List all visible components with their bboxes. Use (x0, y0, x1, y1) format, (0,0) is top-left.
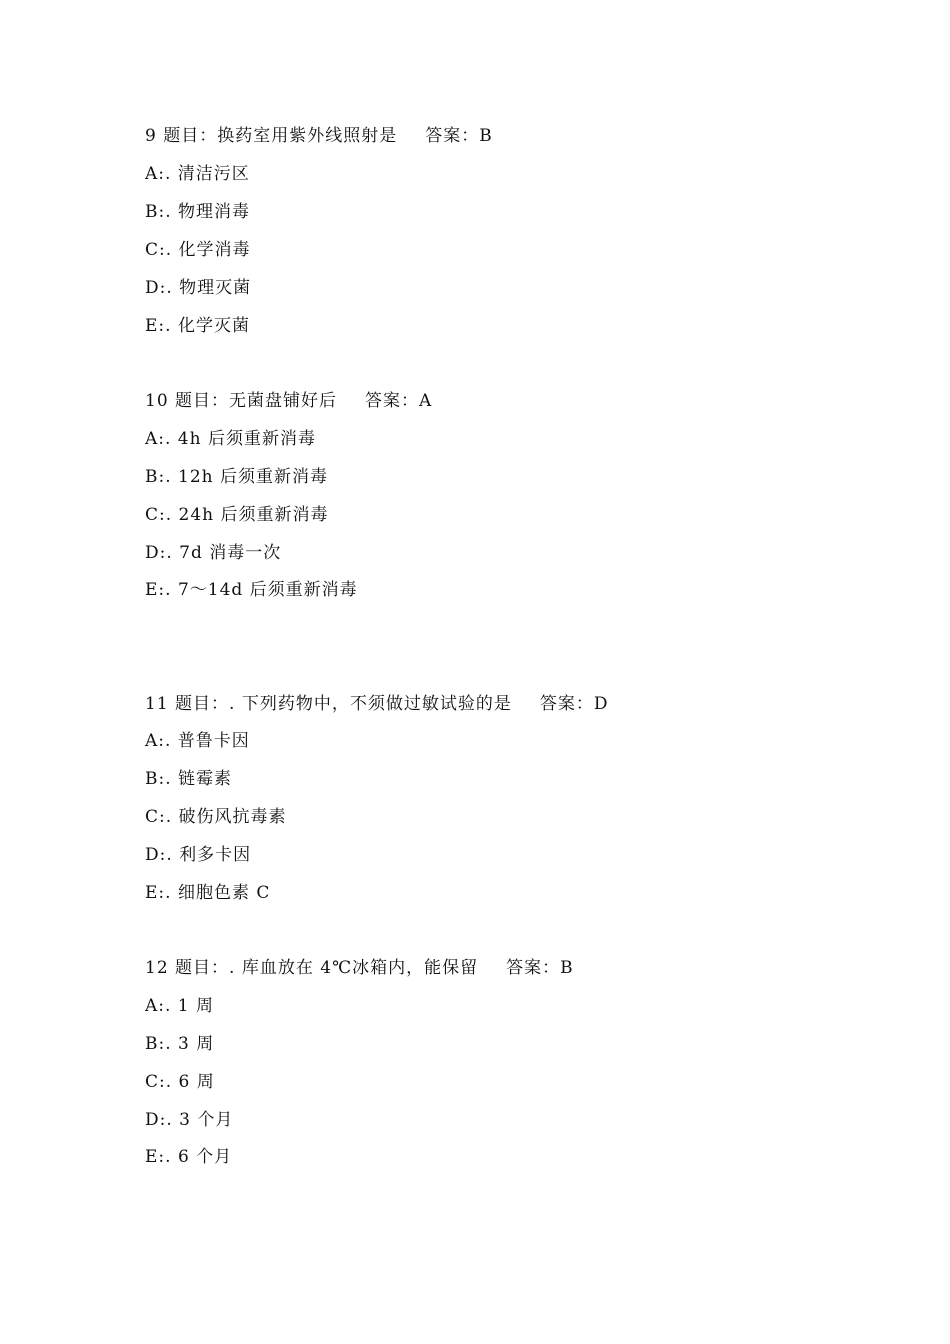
option-a: A:. 清洁污区 (145, 164, 250, 184)
option-b: B:. 3 周 (145, 1034, 215, 1054)
option-e: E:. 7～14d 后须重新消毒 (145, 580, 358, 600)
option-b: B:. 链霉素 (145, 769, 233, 789)
option-d: D:. 利多卡因 (145, 845, 252, 865)
option-c: C:. 24h 后须重新消毒 (145, 505, 329, 525)
option-a: A:. 普鲁卡因 (145, 731, 250, 751)
option-c: C:. 6 周 (145, 1072, 215, 1092)
option-a: A:. 4h 后须重新消毒 (145, 429, 316, 449)
question-title: 12 题目：. 库血放在 4℃冰箱内，能保留 (145, 958, 479, 978)
question-12-title-line (145, 956, 574, 980)
option-b: B:. 12h 后须重新消毒 (145, 467, 329, 487)
option-a: A:. 1 周 (145, 996, 215, 1016)
option-c: C:. 破伤风抗毒素 (145, 807, 287, 827)
option-c: C:. 化学消毒 (145, 240, 251, 260)
option-d: D:. 3 个月 (145, 1110, 234, 1130)
question-answer: 答案：B (425, 126, 493, 146)
option-d: D:. 7d 消毒一次 (145, 543, 282, 563)
option-e: E:. 化学灭菌 (145, 316, 250, 336)
question-title: 10 题目：无菌盘铺好后 (145, 391, 338, 411)
question-answer: 答案：D (539, 694, 609, 714)
question-title: 11 题目：. 下列药物中，不须做过敏试验的是 (145, 694, 512, 714)
option-b: B:. 物理消毒 (145, 202, 251, 222)
option-e: E:. 6 个月 (145, 1147, 233, 1167)
question-answer: 答案：A (365, 391, 433, 411)
question-9-title-line (145, 124, 493, 148)
question-10-title-line (145, 389, 432, 413)
question-title: 9 题目：换药室用紫外线照射是 (145, 126, 398, 146)
question-answer: 答案：B (506, 958, 574, 978)
option-d: D:. 物理灭菌 (145, 278, 252, 298)
option-e: E:. 细胞色素 C (145, 883, 271, 903)
question-11-title-line (145, 692, 608, 716)
